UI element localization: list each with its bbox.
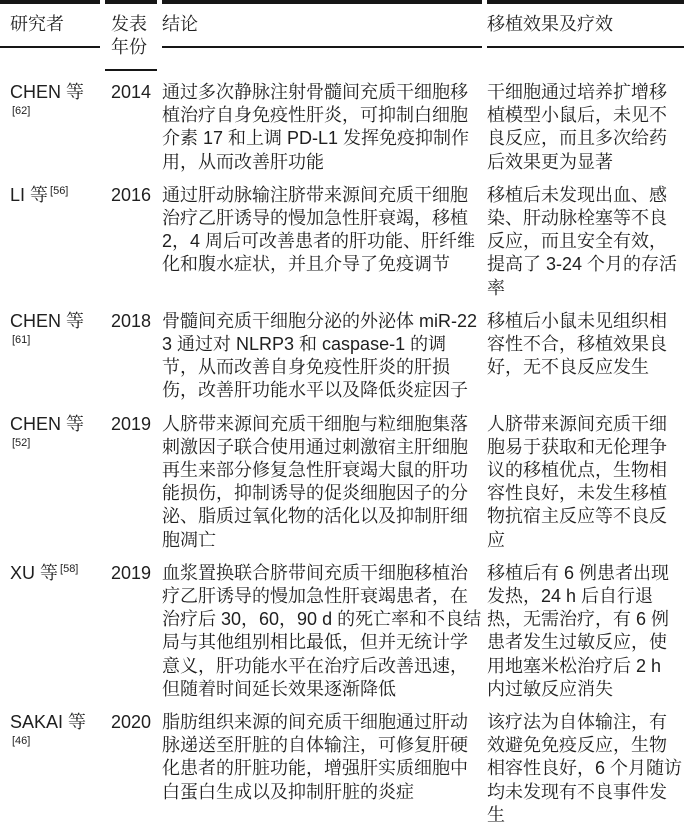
header-year: 发表年份 — [105, 0, 157, 71]
researcher-name: CHEN 等 — [10, 413, 85, 434]
cell-effect: 移植后未发现出血、感染、肝动脉栓塞等不良反应，而且安全有效，提高了 3-24 个月的存活率 — [487, 184, 678, 298]
cell-year: 2016 — [111, 184, 152, 205]
cell-year: 2014 — [111, 82, 152, 102]
cell-researcher — [0, 562, 100, 585]
table-row — [0, 184, 684, 300]
cell-researcher — [0, 310, 100, 356]
table-row — [0, 711, 684, 827]
cell-effect: 移植后有 6 例患者出现发热，24 h 后自行退热，无需治疗，有 6 例患者发生过敏反应，使用地塞米松治疗后 2 h 内过敏反应消失 — [487, 562, 670, 699]
citation-ref: [52] — [12, 436, 31, 449]
header-conclusion: 结论 — [162, 0, 482, 48]
researcher-name: XU 等 — [10, 562, 59, 583]
cell-conclusion: 骨髓间充质干细胞分泌的外泌体 miR-223 通过对 NLRP3 和 caspase-1 的调节，从而改善自身免疫性肝炎的肝损伤，改善肝功能水平以及降低炎症因子 — [162, 310, 478, 401]
citation-ref: [58] — [60, 562, 79, 575]
cell-conclusion: 脂肪组织来源的间充质干细胞通过肝动脉递送至肝脏的自体输注，可修复肝硬化患者的肝脏功能，增强肝实质细胞中白蛋白生成以及抑制肝脏的炎症 — [162, 712, 468, 802]
cell-effect: 移植后小鼠未见组织相容性不合，移植效果良好，无不良反应发生 — [487, 310, 667, 378]
cell-conclusion: 人脐带来源间充质干细胞与粒细胞集落刺激因子联合使用通过刺激宿主肝细胞再生来部分修复急性肝衰竭大鼠的肝功能损伤，抑制诱导的促炎细胞因子的分泌、脂质过氧化物的活化以及抑制肝细胞凋亡 — [162, 413, 468, 550]
researcher-name: LI 等 — [10, 184, 49, 205]
table-row — [0, 310, 684, 403]
cell-conclusion: 通过多次静脉注射骨髓间充质干细胞移植治疗自身免疫性肝炎，可抑制白细胞介素 17 和上调 PD-L1 发挥免疫抑制作用，从而改善肝功能 — [162, 82, 470, 172]
cell-conclusion: 血浆置换联合脐带间充质干细胞移植治疗乙肝诱导的慢加急性肝衰竭患者，在治疗后 30，60，90 d 的死亡率和不良结局与其他组别相比最低，但并无统计学意义，肝功能水平在治疗后改善迅速，但随着时间延长效果逐渐降低 — [162, 562, 482, 699]
cell-conclusion: 通过肝动脉输注脐带来源间充质干细胞治疗乙肝诱导的慢加急性肝衰竭，移植 2，4 周后可改善患者的肝功能、肝纤维化和腹水症状，并且介导了免疫调节 — [162, 184, 476, 275]
cell-year: 2018 — [111, 310, 152, 331]
table-row — [0, 562, 684, 701]
cell-effect: 该疗法为自体输注，有效避免免疫反应，生物相容性良好，6 个月随访均未发现有不良事件发生 — [487, 712, 683, 825]
cell-year: 2020 — [111, 712, 152, 733]
researcher-name: CHEN 等 — [10, 82, 85, 102]
researcher-name: CHEN 等 — [10, 310, 85, 331]
researcher-name: SAKAI 等 — [10, 712, 87, 733]
table-body — [0, 81, 684, 827]
table-row — [0, 81, 684, 174]
table-header-row — [0, 0, 684, 71]
cell-year: 2019 — [111, 413, 152, 434]
cell-year: 2019 — [111, 562, 152, 583]
citation-ref: [56] — [50, 184, 69, 197]
table-row — [0, 413, 684, 552]
cell-effect: 人脐带来源间充质干细胞易于获取和无伦理争议的移植优点，生物相容性良好，未发生移植物抗宿主反应等不良反应 — [487, 413, 667, 550]
citation-ref: [61] — [12, 334, 31, 347]
cell-researcher — [0, 711, 100, 757]
cell-effect: 干细胞通过培养扩增移植模型小鼠后，未见不良反应，而且多次给药后效果更为显著 — [487, 82, 667, 172]
header-effect: 移植效果及疗效 — [487, 0, 684, 48]
cell-researcher — [0, 413, 100, 459]
citation-ref: [46] — [12, 735, 31, 748]
citation-ref: [62] — [12, 105, 31, 118]
header-researcher: 研究者 — [0, 0, 100, 48]
cell-researcher — [0, 81, 100, 127]
cell-researcher — [0, 184, 100, 207]
